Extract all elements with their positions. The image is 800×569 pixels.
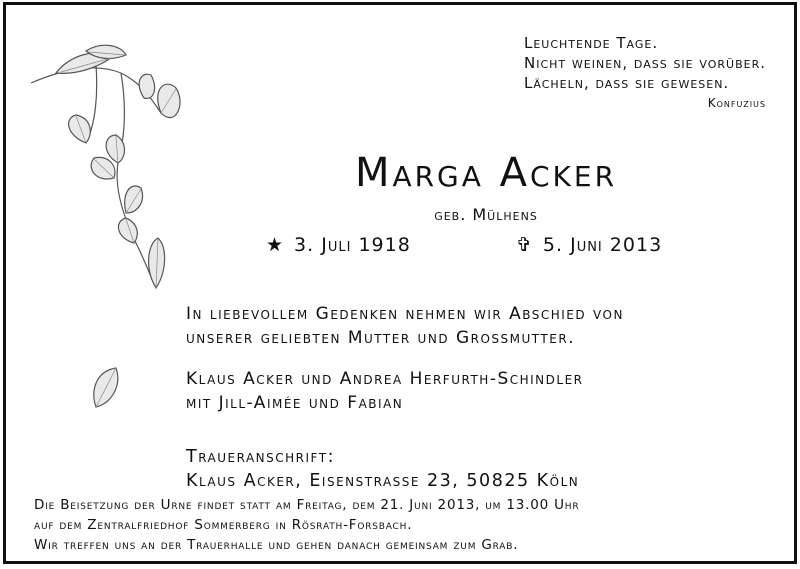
birch-branch-illustration [26,43,196,313]
motto-line-3: Lächeln, dass sie gewesen. [524,74,730,92]
death-date [516,234,662,256]
mourners [186,367,584,415]
funeral-line-1: Die Beisetzung der Urne findet statt am Freitag, dem 21. Juni 2013, um 13.00 Uhr [34,497,580,513]
deceased-name: Marga Acker [354,150,618,196]
message-line-2: unserer geliebten Mutter und Grossmutter. [186,328,576,348]
mourning-address [186,445,579,493]
address-label: Traueranschrift: [186,447,335,467]
cross-icon: ✞ [516,234,533,256]
birth-date-text: 3. Juli 1918 [294,234,411,256]
mourners-line-1: Klaus Acker und Andrea Herfurth-Schindler [186,369,584,389]
birth-date [266,234,411,256]
funeral-line-2: auf dem Zentralfriedhof Sommerberg in Rösrath-Forsbach. [34,517,413,533]
motto-line-1: Leuchtende Tage. [524,34,659,52]
motto-line-2: Nicht weinen, dass sie vorüber. [524,54,766,72]
motto-author: Konfuzius [707,96,766,110]
star-icon: ★ [266,234,285,256]
funeral-line-3: Wir treffen uns an der Trauerhalle und gehen danach gemeinsam zum Grab. [34,537,519,553]
message-line-1: In liebevollem Gedenken nehmen wir Abschied von [186,304,624,324]
funeral-details [34,495,579,555]
address-value: Klaus Acker, Eisenstrasse 23, 50825 Köln [186,471,580,491]
birth-name: geb. Mülhens [434,205,538,224]
obituary-notice [3,2,797,564]
falling-leaf-illustration [86,363,126,413]
mourners-line-2: mit Jill-Aimée und Fabian [186,393,404,413]
farewell-message [186,302,624,350]
death-date-text: 5. Juni 2013 [542,234,663,256]
motto-quote [524,33,766,113]
